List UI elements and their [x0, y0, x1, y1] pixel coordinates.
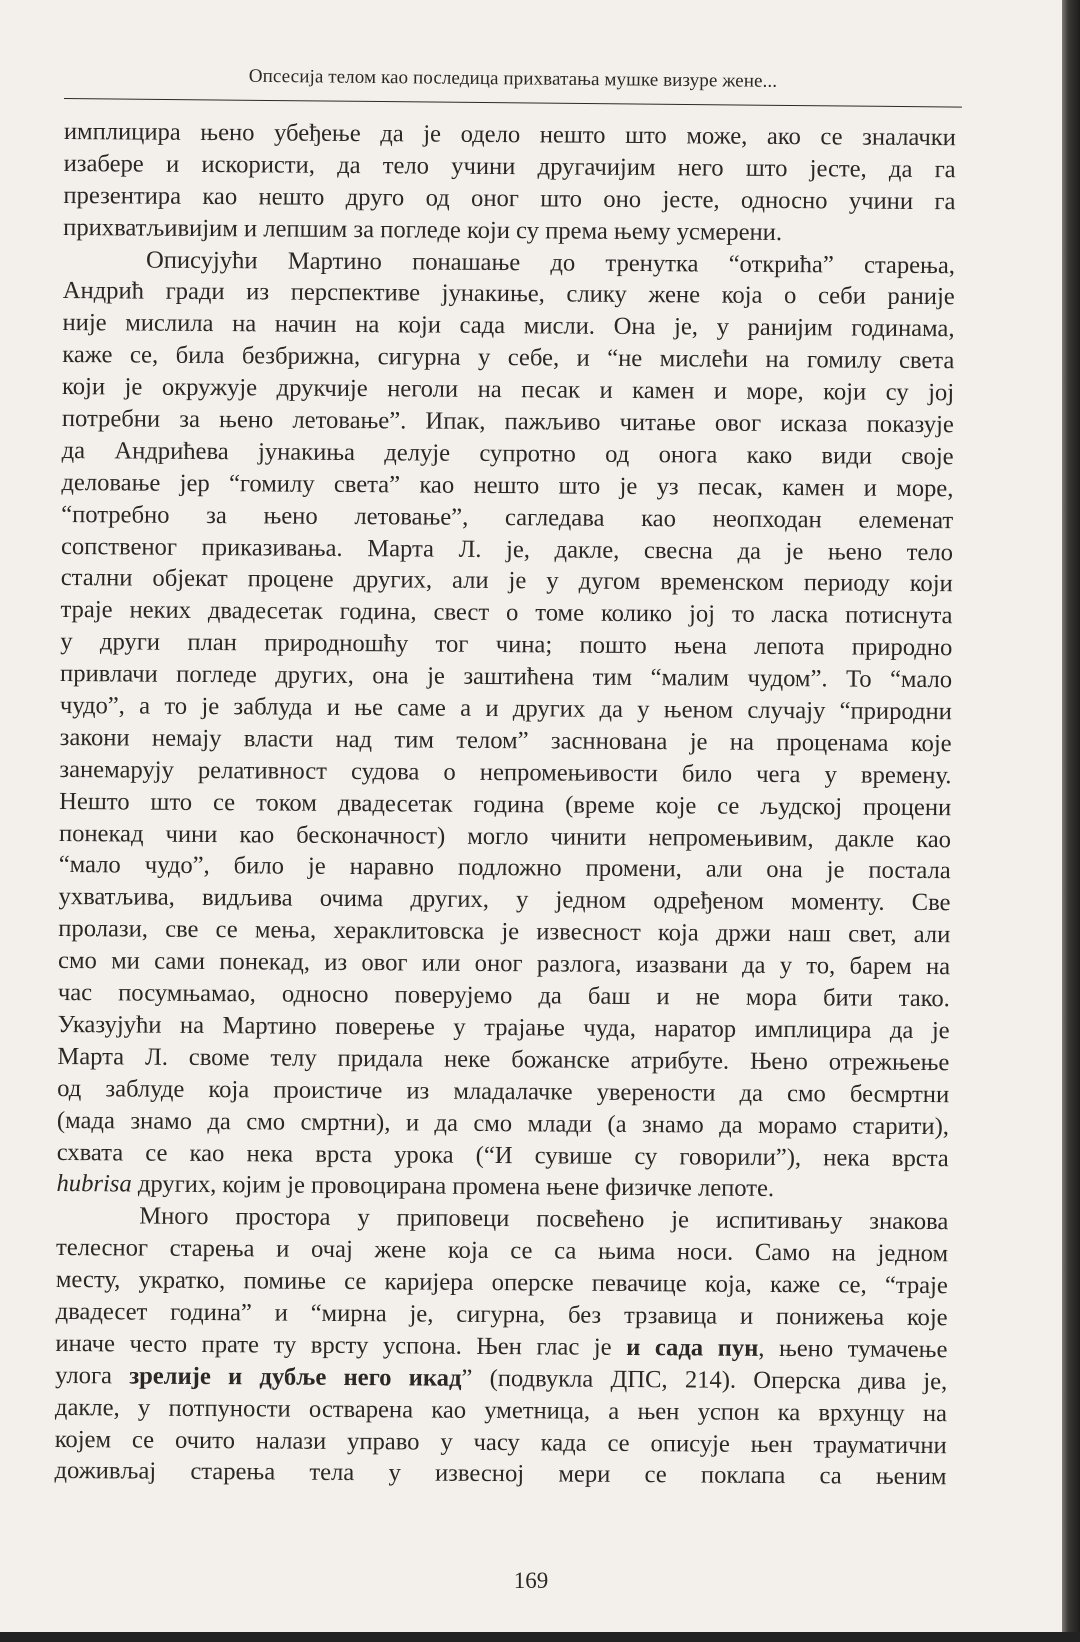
bold-phrase: зрелије и дубље него икад	[129, 1362, 462, 1392]
text-line: занемарују релативност судова о непромењивости било чега у времену.	[59, 755, 952, 790]
text-line: (мада знамо да смо смртни), и да смо млади (а знамо да морамо старити),	[56, 1106, 950, 1140]
text-line: прихватљивијим и лепшим за погледе који су према њему усмерени.	[63, 213, 783, 246]
text-line: од заблуде која проистиче из младалачке уверености да смо бесмртни	[57, 1074, 950, 1108]
text-run: , њено тумачење	[758, 1334, 948, 1364]
text-line: чудо”, а то је заблуда и ње саме а и других да у њеном случају “природни	[59, 692, 952, 726]
text-line: месту, укратко, помиње се каријера оперске певачице која, каже се, “траје	[55, 1266, 948, 1300]
scan-bottom-edge	[0, 1632, 1080, 1642]
text-line: Андрић гради из перспективе јунакиње, слику жене која о себи раније	[62, 277, 955, 311]
text-line: “мало чудо”, било је наравно подложно промени, али она је постала	[58, 851, 951, 885]
text-run: улога	[55, 1361, 130, 1390]
text-run: иначе често прате ту врсту успона. Њен глас је	[55, 1329, 627, 1361]
text-line: Нешто што се током двадесетак година (време које се људској процени	[59, 787, 952, 821]
header-rule	[64, 98, 962, 108]
running-header: Опсесија телом као последица прихватања мушке визуре жене...	[248, 65, 778, 92]
text-line: који је окружује друкчије неголи на песак и камен и море, који су јој	[62, 373, 955, 407]
text-line: презентира као нешто друго од оног што оно јесте, односно учини га	[63, 181, 956, 216]
text-line: траје неких двадесетак година, свест о томе колико јој то ласка потиснута	[60, 596, 953, 630]
text-line: изабере и искористи, да тело учини другачијим него што јесте, да га	[63, 149, 956, 184]
text-line: понекад чини као бесконачност) могло чинити непромењивим, дакле као	[58, 819, 952, 853]
text-line: “потребно за њено летовање”, сагледава као неопходан елеменат	[61, 500, 954, 534]
italic-word: hubrisa	[56, 1170, 132, 1198]
bold-phrase: и сада пун	[626, 1333, 759, 1362]
text-line: да Андрићева јунакиња делује супротно од онога како види своје	[61, 436, 954, 471]
text-line: стални објекат процене других, али је у дугом временском периоду који	[60, 564, 953, 598]
text-line: смо ми сами понекад, из овог или оног разлога, изазвани да у то, барем на	[58, 947, 951, 981]
text-line: имплицира њено убеђење да је одело нешто што може, ако се зналачки	[63, 117, 956, 152]
text-line: сопственог приказивања. Марта Л. је, дакле, свесна да је њено тело	[60, 532, 954, 566]
text-line: закони немају власти над тим телом” засннована је на проценама које	[59, 723, 952, 758]
text-line: доживљај старења тела у извесној мери се поклапа са њеним	[54, 1457, 947, 1491]
text-line: ухватљива, видљива очима других, у једном одређеном моменту. Све	[58, 883, 951, 917]
text-line: час посумњамао, односно поверујемо да баш и не мора бити тако.	[57, 979, 950, 1013]
text-run: других, којим је провоцирана промена њене физичке лепоте.	[131, 1170, 775, 1203]
text-line: Указујући на Мартино поверење у трајање чуда, наратор имплицира да је	[57, 1010, 950, 1045]
body-text	[54, 116, 956, 1493]
text-line: телесног старења и очај жене која се са њима носи. Само на једном	[56, 1234, 949, 1268]
text-line: пролази, све се мења, хераклитовска је извесност која држи наш свет, али	[58, 915, 951, 949]
text-line: каже се, била безбрижна, сигурна у себе, и “не мислећи на гомилу света	[62, 341, 955, 375]
text-line: Марта Л. своме телу придала неке божанске атрибуте. Њено отрежњење	[57, 1042, 950, 1077]
text-run: ” (подвукла ДПС, 214). Оперска дива је,	[461, 1364, 948, 1395]
text-line: дакле, у потпуности остварена као уметница, а њен успон ка врхунцу на	[54, 1393, 948, 1427]
text-line: привлачи погледе других, она је заштићена тим “малим чудом”. То “мало	[60, 660, 953, 694]
text-line: двадесет година” и “мирна је, сигурна, без трзавица и понижења које	[55, 1297, 948, 1332]
text-line: у други план природношћу тог чина; пошто њена лепота природно	[60, 628, 953, 662]
text-line: потребни за њено летовање”. Ипак, пажљиво читање овог исказа показује	[61, 405, 954, 439]
book-spine-edge	[1062, 0, 1080, 1642]
page-number: 169	[513, 1568, 549, 1593]
text-line: није мислила на начин на који сада мисли. Она је, у ранијим годинама,	[62, 309, 955, 343]
text-line: Описујући Мартино понашање до тренутка “открића” старења,	[145, 246, 956, 279]
text-line: деловање јер “гомилу света” као нешто што је уз песак, камен и море,	[61, 468, 954, 503]
text-line: Много простора у приповеци посвећено је испитивању знакова	[139, 1202, 949, 1236]
text-line: којем се очито налази управо у часу када се описује њен трауматични	[54, 1425, 947, 1459]
text-line: схвата се као нека врста урока (“И сувише су говорили”), нека врста	[56, 1138, 949, 1172]
